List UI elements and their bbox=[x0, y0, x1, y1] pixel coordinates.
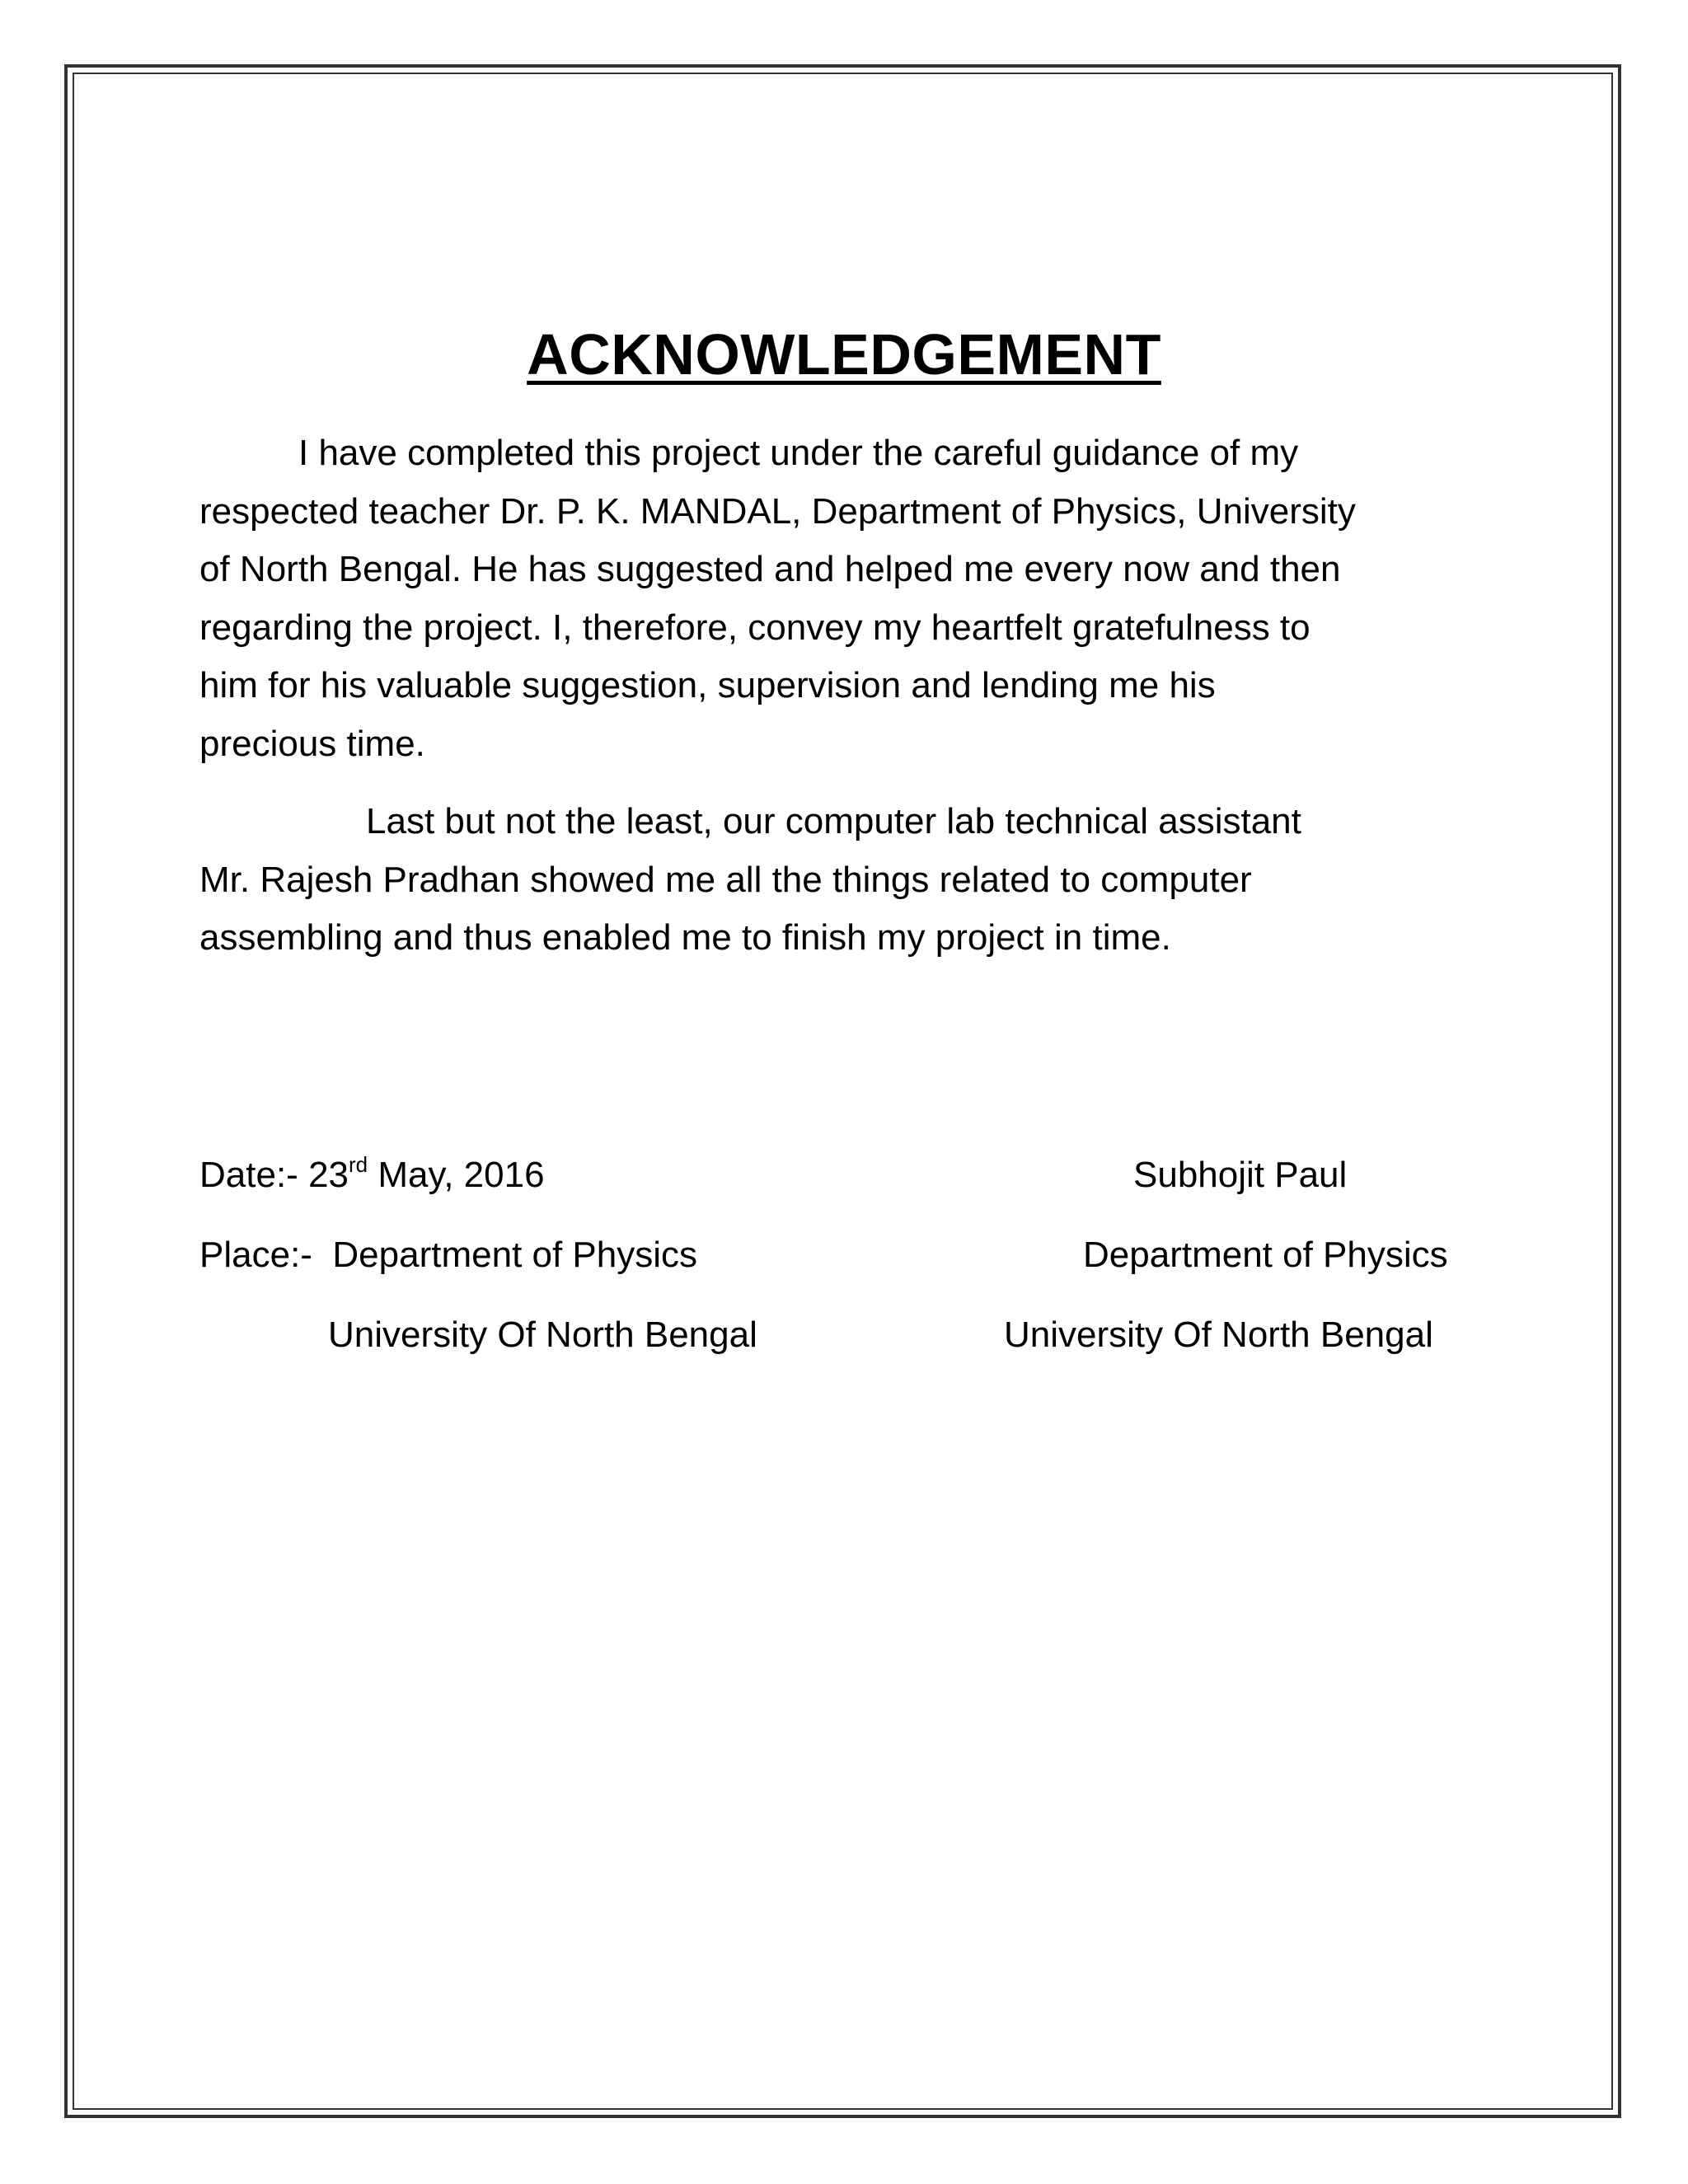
date-day-suffix: rd bbox=[349, 1152, 368, 1177]
acknowledgement-paragraph-2 bbox=[199, 793, 1502, 968]
paragraph-1-line: respected teacher Dr. P. K. MANDAL, Department of Physics, University bbox=[199, 490, 1356, 532]
date-rest: May, 2016 bbox=[377, 1155, 545, 1195]
paragraph-1-line: precious time. bbox=[199, 723, 425, 764]
date-line bbox=[199, 1151, 545, 1200]
signatory-name: Subhojit Paul bbox=[1133, 1155, 1348, 1195]
place-line bbox=[199, 1230, 697, 1280]
page-title bbox=[0, 317, 1688, 391]
paragraph-2-line: Mr. Rajesh Pradhan showed me all the things related to computer bbox=[199, 859, 1252, 900]
place-label: Place:- bbox=[199, 1235, 312, 1275]
paragraph-1-line: regarding the project. I, therefore, convey my heartfelt gratefulness to bbox=[199, 607, 1311, 648]
acknowledgement-paragraph-1 bbox=[199, 424, 1502, 773]
paragraph-2-line: Last but not the least, our computer lab technical assistant bbox=[366, 801, 1301, 841]
place-university: University Of North Bengal bbox=[328, 1315, 757, 1355]
place-department: Department of Physics bbox=[332, 1235, 698, 1275]
paragraph-1-line: I have completed this project under the careful guidance of my bbox=[298, 433, 1299, 473]
page-title-text: ACKNOWLEDGEMENT bbox=[527, 322, 1161, 387]
paragraph-2-line: assembling and thus enabled me to finish my project in time. bbox=[199, 917, 1171, 958]
signatory-department: Department of Physics bbox=[1083, 1235, 1448, 1275]
date-label: Date:- bbox=[199, 1155, 298, 1195]
paragraph-1-line: of North Bengal. He has suggested and helped me every now and then bbox=[199, 549, 1341, 589]
paragraph-1-line: him for his valuable suggestion, supervision and lending me his bbox=[199, 665, 1216, 705]
date-day: 23 bbox=[308, 1155, 349, 1195]
signatory-university: University Of North Bengal bbox=[1004, 1315, 1433, 1355]
